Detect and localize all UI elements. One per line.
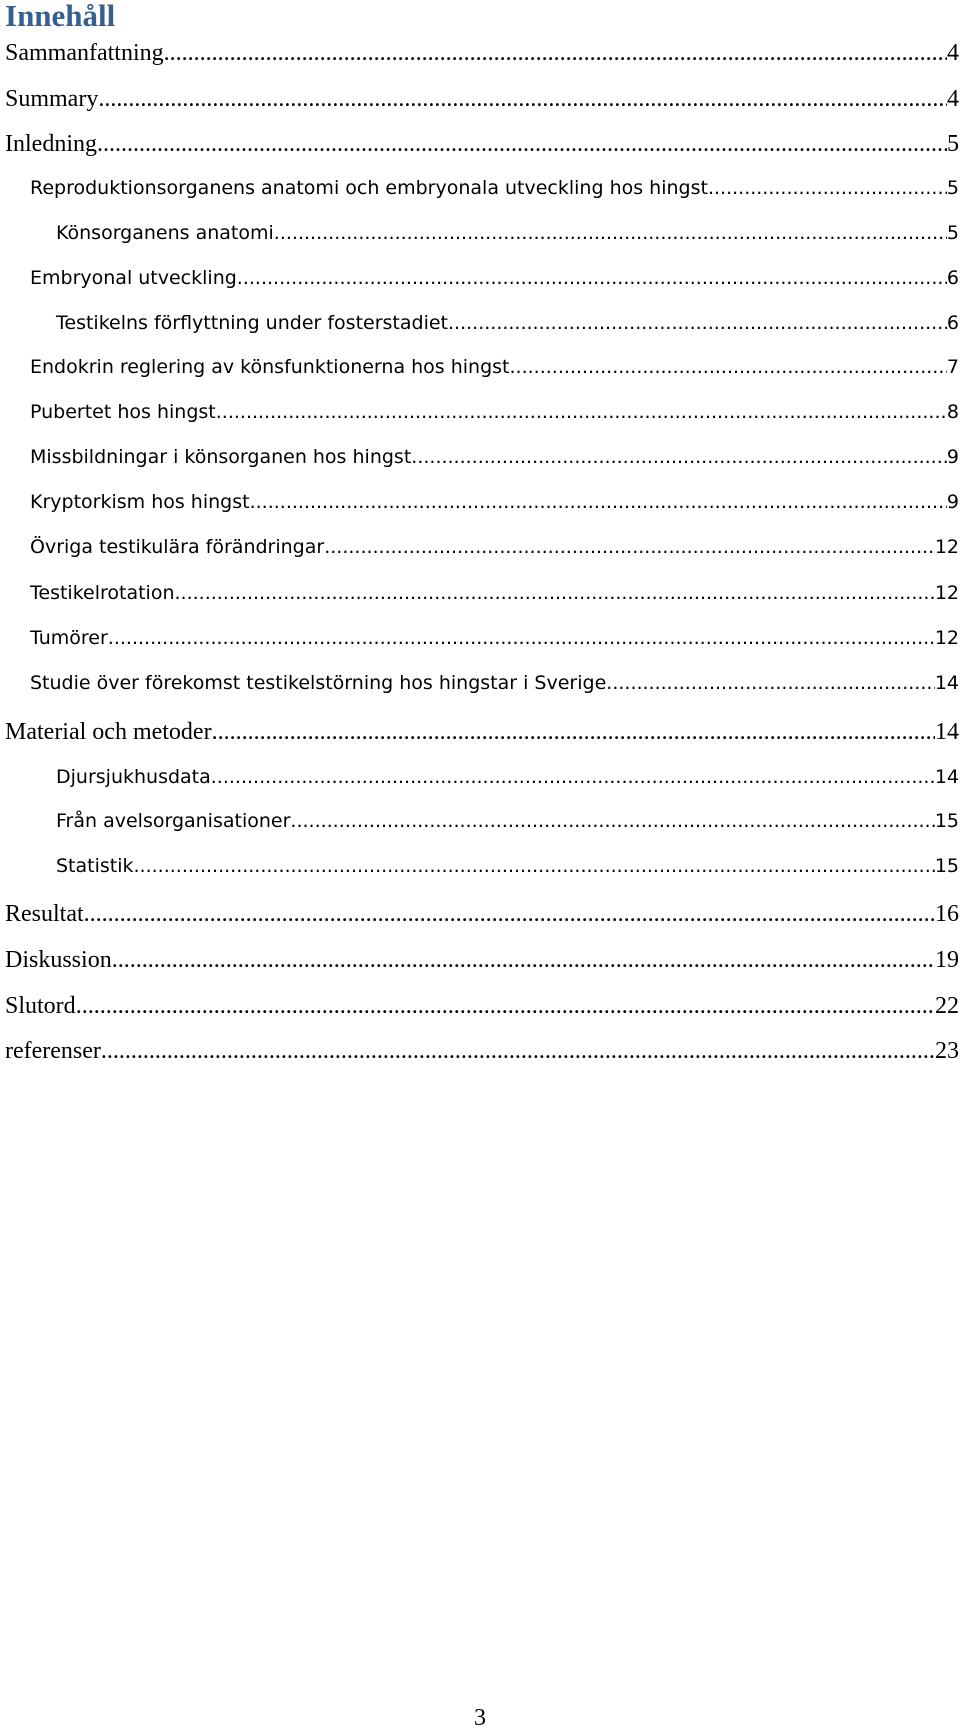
toc-entry-title: Pubertet hos hingst. [30,401,222,423]
dot-leader [108,623,935,653]
toc-entry[interactable] [5,82,959,116]
dot-leader [84,897,935,931]
toc-entry-page-number: 14 [935,719,959,745]
dot-leader [212,715,935,749]
toc-entry[interactable] [30,263,959,293]
toc-entry[interactable] [30,668,959,698]
toc-entry[interactable] [5,897,959,931]
toc-entry-page-number: 16 [935,901,959,927]
dot-leader [164,36,947,70]
dot-leader [76,989,935,1023]
toc-entry[interactable] [5,989,959,1023]
toc-entry-page-number: 5 [946,177,959,199]
toc-entry-page-number: 4 [947,86,959,112]
toc-entry[interactable] [56,806,959,836]
toc-entry[interactable] [5,1034,959,1068]
toc-entry-title: Testikelns förflyttning under fosterstadiet [56,312,448,334]
toc-entry-title: referenser [5,1038,101,1064]
toc-entry-title: Sammanfattning [5,40,164,66]
toc-entry[interactable] [56,762,959,792]
toc-entry-page-number: 6 [946,312,959,334]
dot-leader [237,263,947,293]
toc-entry-page-number: 5 [946,222,959,244]
toc-entry[interactable] [30,623,959,653]
toc-entry[interactable] [5,715,959,749]
toc-entry-title: Könsorganens anatomi [56,222,274,244]
dot-leader [510,352,947,382]
toc-entry-title: Statistik [56,855,134,877]
toc-entry-page-number: 8 [946,401,959,423]
toc-entry-page-number: 19 [935,947,959,973]
dot-leader [134,851,935,881]
toc-entry-title: Studie över förekomst testikelstörning hos hingstar i Sverige [30,672,607,694]
dot-leader [411,442,947,472]
dot-leader [211,762,935,792]
dot-leader [324,532,935,562]
dot-leader [250,487,947,517]
toc-entry-page-number: 22 [935,993,959,1019]
dot-leader [290,806,934,836]
dot-leader [98,82,947,116]
toc-entry[interactable] [30,487,959,517]
toc-entry-title: Summary [5,86,99,112]
toc-entry-page-number: 12 [934,536,959,558]
toc-entry-title: Djursjukhusdata [56,766,211,788]
toc-entry-page-number: 14 [934,766,959,788]
toc-entry-title: Diskussion [5,947,112,973]
dot-leader [708,173,947,203]
toc-entry-page-number: 5 [947,131,959,157]
toc-entry-page-number: 7 [946,356,959,378]
toc-entry-page-number: 14 [934,672,959,694]
toc-entry-title: Tumörer [30,627,108,649]
dot-leader [112,943,935,977]
toc-entry-title: Inledning [5,131,97,157]
toc-entry[interactable] [5,127,959,161]
toc-entry[interactable] [56,218,959,248]
toc-entry[interactable] [30,173,959,203]
toc-entry-title: Embryonal utveckling [30,267,237,289]
toc-entry-page-number: 9 [946,491,959,513]
toc-entry[interactable] [30,578,959,608]
toc-entry[interactable] [30,532,959,562]
toc-entry[interactable] [30,397,959,427]
toc-entry-title: Övriga testikulära förändringar [30,536,325,558]
toc-entry-page-number: 9 [946,446,959,468]
dot-leader [222,397,947,427]
toc-entry-title: Testikelrotation [30,582,175,604]
dot-leader [101,1034,935,1068]
toc-entry-page-number: 4 [947,40,959,66]
toc-entry-title: Endokrin reglering av könsfunktionerna hos hingst [30,356,510,378]
toc-entry[interactable] [30,442,959,472]
toc-entry-page-number: 23 [935,1038,959,1064]
toc-entry[interactable] [5,943,959,977]
toc-entry-title: Resultat [5,901,84,927]
dot-leader [97,127,947,161]
toc-heading: Innehåll [5,0,116,33]
dot-leader [175,578,935,608]
toc-entry-title: Missbildningar i könsorganen hos hingst [30,446,412,468]
toc-entry-title: Från avelsorganisationer [56,810,291,832]
page-number: 3 [474,1705,486,1731]
dot-leader [606,668,935,698]
toc-entry[interactable] [30,352,959,382]
toc-entry-page-number: 6 [946,267,959,289]
dot-leader [274,218,947,248]
dot-leader [448,308,947,338]
toc-entry[interactable] [56,851,959,881]
toc-entry-page-number: 15 [934,810,959,832]
toc-entry-page-number: 12 [934,582,959,604]
toc-entry-page-number: 12 [934,627,959,649]
toc-entry[interactable] [5,36,959,70]
toc-entry-title: Material och metoder [5,719,212,745]
toc-entry[interactable] [56,308,959,338]
toc-entry-title: Reproduktionsorganens anatomi och embryonala utveckling hos hingst [30,177,708,199]
toc-entry-title: Slutord [5,993,76,1019]
toc-entry-page-number: 15 [934,855,959,877]
toc-entry-title: Kryptorkism hos hingst [30,491,250,513]
